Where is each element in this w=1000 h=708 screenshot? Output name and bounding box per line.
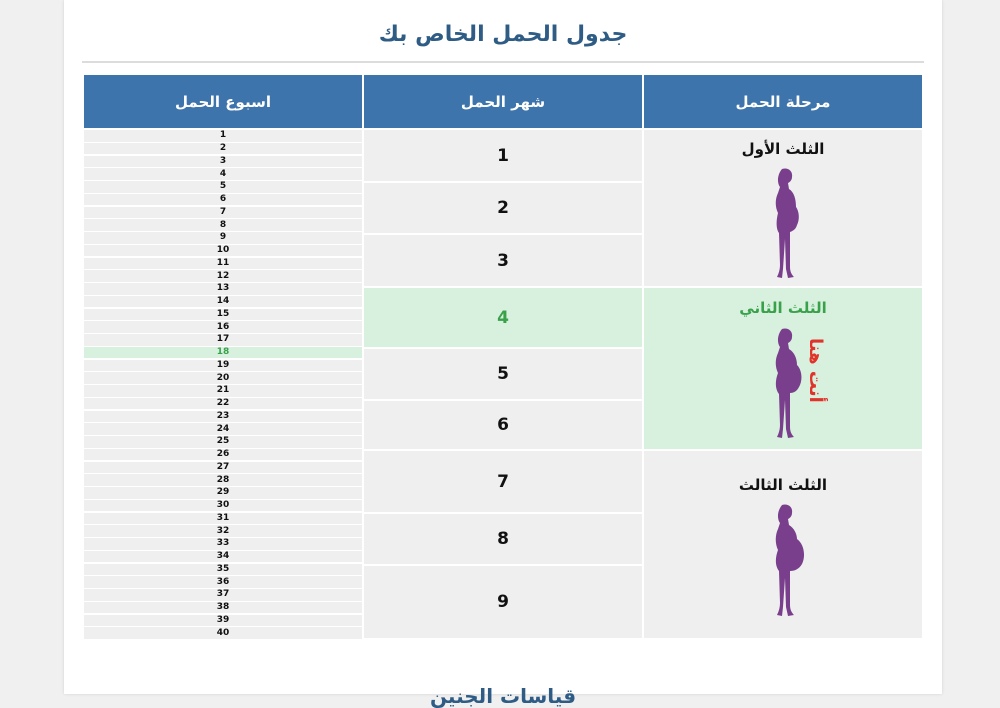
week-row: 39 [84,615,362,627]
week-row: 38 [84,602,362,614]
week-row: 5 [84,181,362,193]
month-cell [364,451,642,512]
week-row: 15 [84,309,362,321]
week-row: 29 [84,487,362,499]
month-number: 5 [497,364,509,384]
header-month: شهر الحمل [364,75,642,128]
title-divider [82,61,924,63]
month-cell [364,235,642,286]
week-row: 10 [84,245,362,257]
month-cell [364,130,642,181]
week-row: 35 [84,564,362,576]
month-number: 2 [497,198,509,218]
week-row: 31 [84,513,362,525]
month-cell [364,401,642,449]
week-row: 34 [84,551,362,563]
next-section-heading: قياسات الجنين [429,684,577,708]
month-cell [364,183,642,233]
month-number: 9 [497,592,509,612]
week-row: 37 [84,589,362,601]
week-row: 19 [84,360,362,372]
header-week: اسبوع الحمل [84,75,362,128]
week-row: 16 [84,321,362,333]
pregnant-woman-silhouette-icon [766,167,806,281]
week-row: 3 [84,156,362,168]
week-row: 21 [84,385,362,397]
month-number: 6 [497,415,509,435]
week-row: 28 [84,474,362,486]
week-row: 30 [84,500,362,512]
week-row: 24 [84,423,362,435]
page-title: جدول الحمل الخاص بك [378,22,628,47]
month-number-current: 4 [497,307,509,328]
stage-label-first: الثلث الأول [741,140,825,158]
month-cell [364,514,642,564]
month-cell [364,349,642,399]
week-row: 14 [84,296,362,308]
week-row: 23 [84,411,362,423]
week-row: 1 [84,130,362,142]
week-row: 13 [84,283,362,295]
week-row: 26 [84,449,362,461]
week-row-current: 18 [84,347,362,359]
month-cell-current [364,288,642,347]
week-row: 11 [84,258,362,270]
week-row: 2 [84,143,362,155]
week-row: 9 [84,232,362,244]
week-row: 25 [84,436,362,448]
month-number: 7 [497,471,509,492]
week-row: 32 [84,525,362,537]
week-row: 20 [84,372,362,384]
week-row: 7 [84,207,362,219]
week-row: 17 [84,334,362,346]
week-row: 12 [84,270,362,282]
pregnant-woman-silhouette-icon [766,503,810,619]
week-row: 36 [84,576,362,588]
week-row: 4 [84,168,362,180]
week-row: 33 [84,538,362,550]
month-number: 8 [497,529,509,549]
week-row: 27 [84,462,362,474]
month-number: 3 [497,250,509,271]
week-row: 22 [84,398,362,410]
week-row: 40 [84,627,362,639]
month-cell [364,566,642,638]
pregnant-woman-silhouette-icon [766,327,808,441]
stage-label-second: الثلث الثاني [739,299,827,317]
week-row: 8 [84,219,362,231]
you-are-here-marker: أنت هنا [805,338,826,403]
month-number: 1 [497,145,509,166]
week-row: 6 [84,194,362,206]
stage-label-third: الثلث الثالث [738,476,828,494]
header-stage: مرحلة الحمل [644,75,922,128]
